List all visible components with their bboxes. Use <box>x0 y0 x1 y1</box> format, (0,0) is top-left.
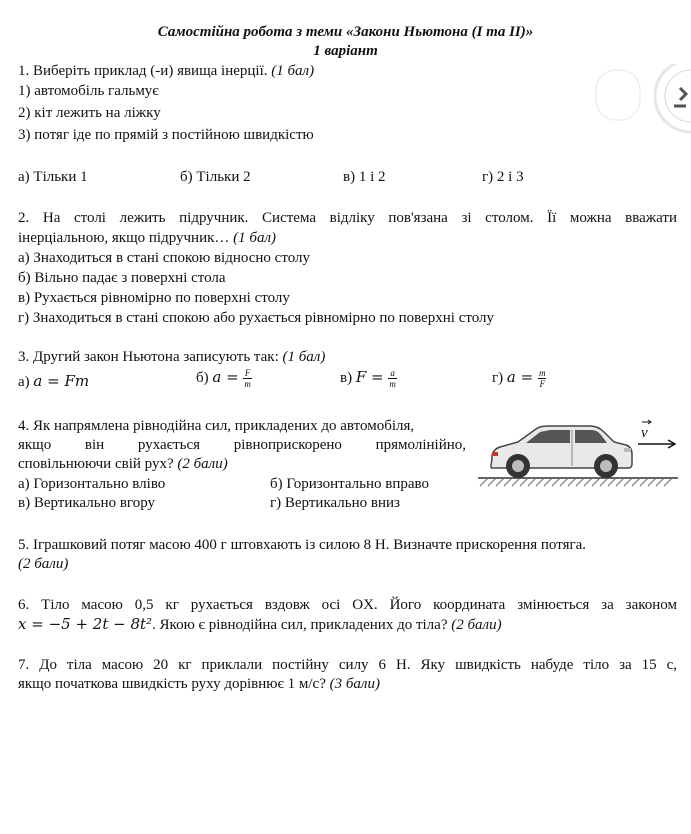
velocity-label: v <box>641 425 648 441</box>
fraction: $\frac{a}{m}$ <box>389 368 396 390</box>
question-4-option-d: г) Вертикально вниз <box>270 495 400 511</box>
question-2-points: (1 бал) <box>233 230 276 246</box>
question-2-option-d: г) Знаходиться в стані спокою або рухається рівномірно по поверхні столу <box>18 310 495 326</box>
question-2-option-a: а) Знаходиться в стані спокою відносно столу <box>18 250 310 266</box>
question-1-answer-a: а) Тільки 1 <box>18 169 88 185</box>
option-label: г) <box>492 370 504 386</box>
question-1 <box>18 62 314 82</box>
option-label: в) <box>340 370 353 386</box>
question-1-answer-b: б) Тільки 2 <box>180 169 251 185</box>
question-6-line-1: 6. Тіло масою 0,5 кг рухається вздовж осі OX. Його координата змінюється за законом <box>18 597 677 613</box>
question-4-text: сповільнюючи свій рух? <box>18 456 174 472</box>
question-3-option-d <box>492 368 547 389</box>
formula: a = Fm <box>33 372 90 390</box>
formula-lhs: a = <box>212 368 239 386</box>
variant-label: 1 варіант <box>313 43 378 59</box>
formula-lhs: F = <box>355 368 384 386</box>
question-2-line-2 <box>18 229 276 249</box>
question-6-formula: x = −5 + 2t − 8t² <box>18 615 153 633</box>
question-1-item: 2) кіт лежить на ліжку <box>18 105 161 121</box>
question-4-points: (2 бали) <box>177 456 228 472</box>
question-7-points: (3 бали) <box>329 676 380 692</box>
question-1-points: (1 бал) <box>271 63 315 79</box>
question-1-answer-d: г) 2 і 3 <box>482 169 524 185</box>
worksheet-title: Самостійна робота з теми «Закони Ньютона (І та ІІ)» <box>157 24 534 40</box>
question-6-points: (2 бали) <box>451 617 502 633</box>
question-4-option-a: а) Горизонтально вліво <box>18 476 166 492</box>
question-7-text: якщо початкова швидкість руху дорівнює 1 м/с? <box>18 676 326 692</box>
question-3-text: 3. Другий закон Ньютона записують так: <box>18 349 279 365</box>
question-3-option-b <box>196 368 253 389</box>
question-2-option-b: б) Вільно падає з поверхні стола <box>18 270 226 286</box>
overlay-button-icon <box>594 64 691 134</box>
question-5-points: (2 бали) <box>18 556 69 572</box>
question-3-option-a <box>18 372 89 393</box>
car-icon <box>491 426 632 478</box>
question-6-text: . Якою є рівнодійна сил, прикладених до тіла? <box>152 617 448 633</box>
question-7-line-2 <box>18 675 380 695</box>
question-1-text: 1. Виберіть приклад (-и) явища інерції. <box>18 63 268 79</box>
question-1-answer-c: в) 1 і 2 <box>343 169 386 185</box>
question-3-points: (1 бал) <box>282 349 326 365</box>
question-3-option-c <box>340 368 398 389</box>
fraction: $\frac{m}{F}$ <box>538 368 546 390</box>
question-1-item: 3) потяг іде по прямій з постійною швидкістю <box>18 127 314 143</box>
question-4-option-b: б) Горизонтально вправо <box>270 476 430 492</box>
question-4-option-c: в) Вертикально вгору <box>18 495 155 511</box>
question-4-line-2: якщо він рухається рівноприскорено прямолінійно, <box>18 437 466 453</box>
question-5-line-1: 5. Іграшковий потяг масою 400 г штовхають із силою 8 Н. Визначте прискорення потяга. <box>18 537 587 553</box>
formula-lhs: a = <box>506 368 534 386</box>
question-4-line-3 <box>18 455 228 475</box>
question-2-option-c: в) Рухається рівномірно по поверхні столу <box>18 290 290 306</box>
question-4-line-1: 4. Як напрямлена рівнодійна сил, прикладених до автомобіля, <box>18 418 415 434</box>
question-2-line-1: 2. На столі лежить підручник. Система відліку пов'язана зі столом. Її можна вважати <box>18 210 677 226</box>
fraction: $\frac{F}{m}$ <box>244 368 251 390</box>
option-label: а) <box>18 374 30 390</box>
option-label: б) <box>196 370 209 386</box>
car-illustration <box>478 416 678 498</box>
question-7-line-1: 7. До тіла масою 20 кг приклали постійну силу 6 Н. Яку швидкість набуде тіло за 15 с, <box>18 657 677 673</box>
question-3 <box>18 348 325 368</box>
question-6-line-2 <box>18 615 502 636</box>
ground-hatch <box>478 478 678 486</box>
question-1-item: 1) автомобіль гальмує <box>18 83 159 99</box>
question-2-text: інерціальною, якщо підручник… <box>18 230 230 246</box>
